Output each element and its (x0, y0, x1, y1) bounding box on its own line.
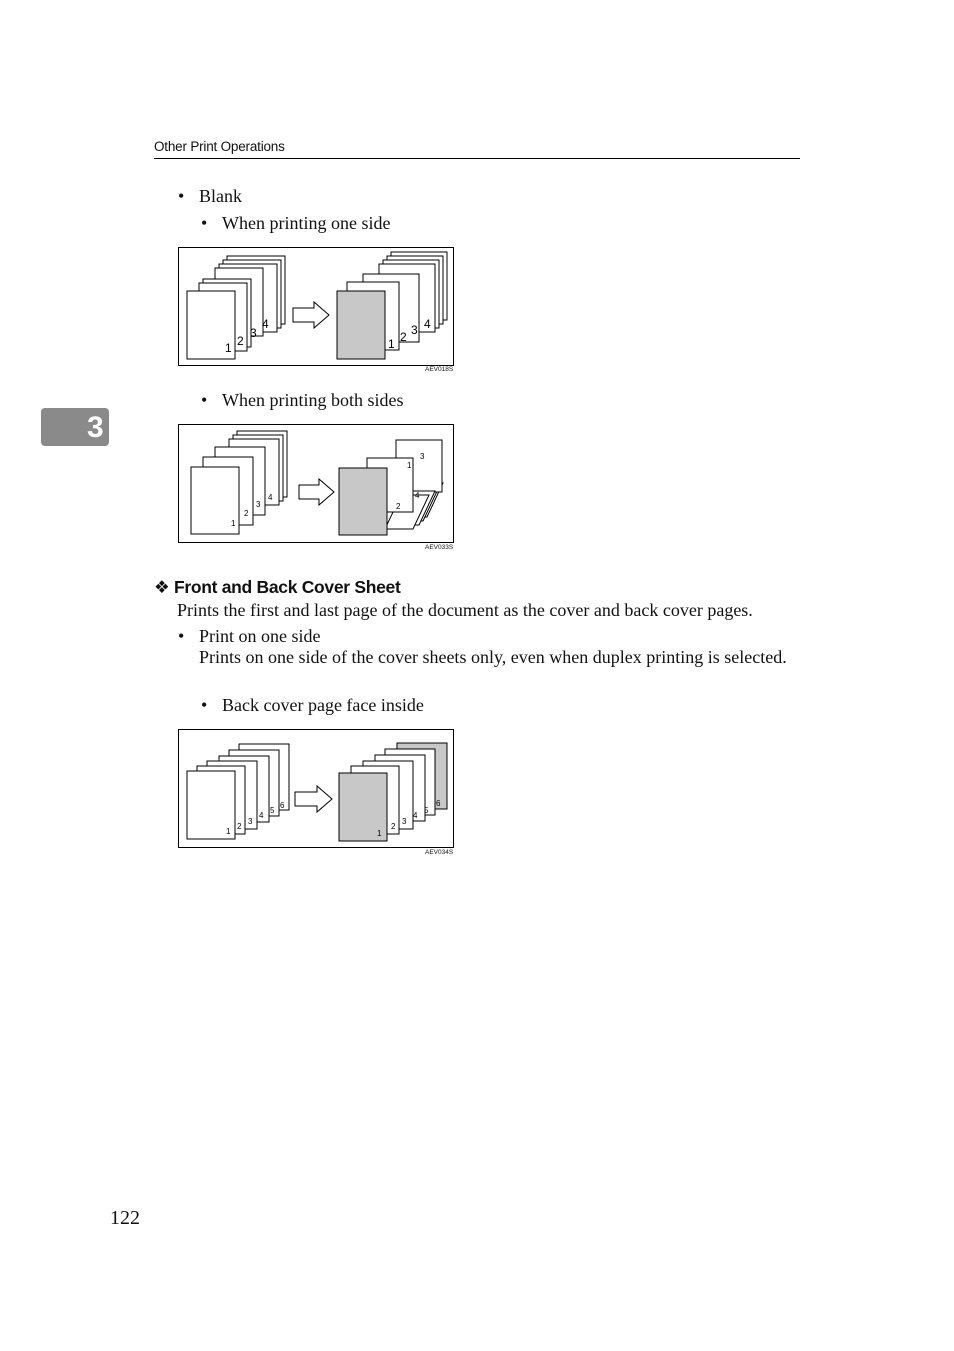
fig2-right-label-1: 1 (407, 461, 412, 470)
fig3-left-label-2: 2 (237, 822, 242, 831)
fig1-right-label-4: 4 (424, 317, 431, 331)
figure-back-cover (178, 729, 454, 848)
fig1-right-label-3: 3 (411, 323, 418, 337)
fig1-right-label-1: 1 (388, 337, 395, 351)
chapter-tab (41, 408, 109, 446)
fig3-left-label-1: 1 (226, 827, 231, 836)
fig1-right-label-2: 2 (400, 330, 407, 344)
page-number: 122 (110, 1207, 140, 1229)
both-sides-label: • When printing both sides (222, 390, 403, 411)
figure-both-sides (178, 424, 454, 543)
fig2-left-label-3: 3 (256, 500, 261, 509)
fig2-arrow-icon (299, 479, 334, 505)
chapter-number: 3 (87, 411, 104, 444)
fig1-left-label-4: 4 (262, 317, 269, 331)
fig1-code: AEV018S (425, 366, 454, 373)
fig3-left-label-4: 4 (259, 811, 264, 820)
fig1-arrow-icon (293, 302, 329, 328)
fig2-right-label-3: 3 (420, 452, 425, 461)
fig1-left-label-1: 1 (225, 341, 232, 355)
fig1-left-label-3: 3 (250, 326, 257, 340)
fig2-right-label-4: 4 (415, 491, 420, 500)
fig2-right-label-2: 2 (396, 502, 401, 511)
fig2-left-label-1: 1 (231, 519, 236, 528)
one-side-label: • When printing one side (222, 213, 390, 234)
fig1-left-label-2: 2 (237, 334, 244, 348)
fig2-shaded-page (339, 468, 387, 535)
section-description: Prints the first and last page of the document as the cover and back cover pages. (177, 600, 753, 620)
fig3-right-label-1: 1 (377, 829, 382, 838)
section-heading-text: Front and Back Cover Sheet (173, 577, 401, 597)
fig3-code: AEV034S (425, 849, 454, 856)
fig3-right-label-6: 6 (436, 799, 441, 808)
fig3-left-label-3: 3 (248, 817, 253, 826)
fig3-left-label-5: 5 (270, 806, 275, 815)
back-cover-label: • Back cover page face inside (222, 695, 424, 716)
section-heading (154, 577, 401, 598)
fig3-left-label-6: 6 (280, 801, 285, 810)
fig3-right-label-3: 3 (402, 817, 407, 826)
fig2-left-label-2: 2 (244, 509, 249, 518)
diamond-bullet-icon: ❖ (154, 577, 170, 597)
fig3-right-label-5: 5 (424, 806, 429, 815)
fig3-arrow-icon (295, 786, 332, 812)
figure-one-side (178, 247, 454, 366)
fig3-right-label-4: 4 (413, 811, 418, 820)
header-rule (154, 158, 800, 159)
fig3-right-label-2: 2 (391, 822, 396, 831)
running-header: Other Print Operations (154, 139, 285, 154)
fig2-code: AEV033S (425, 544, 454, 551)
fig1-shaded-page (337, 291, 385, 359)
print-one-side-desc: Prints on one side of the cover sheets only, even when duplex printing is selected. (199, 647, 787, 667)
blank-label: • Blank (199, 186, 242, 207)
fig2-left-label-4: 4 (268, 493, 273, 502)
print-one-side-label: • Print on one side (199, 626, 321, 647)
